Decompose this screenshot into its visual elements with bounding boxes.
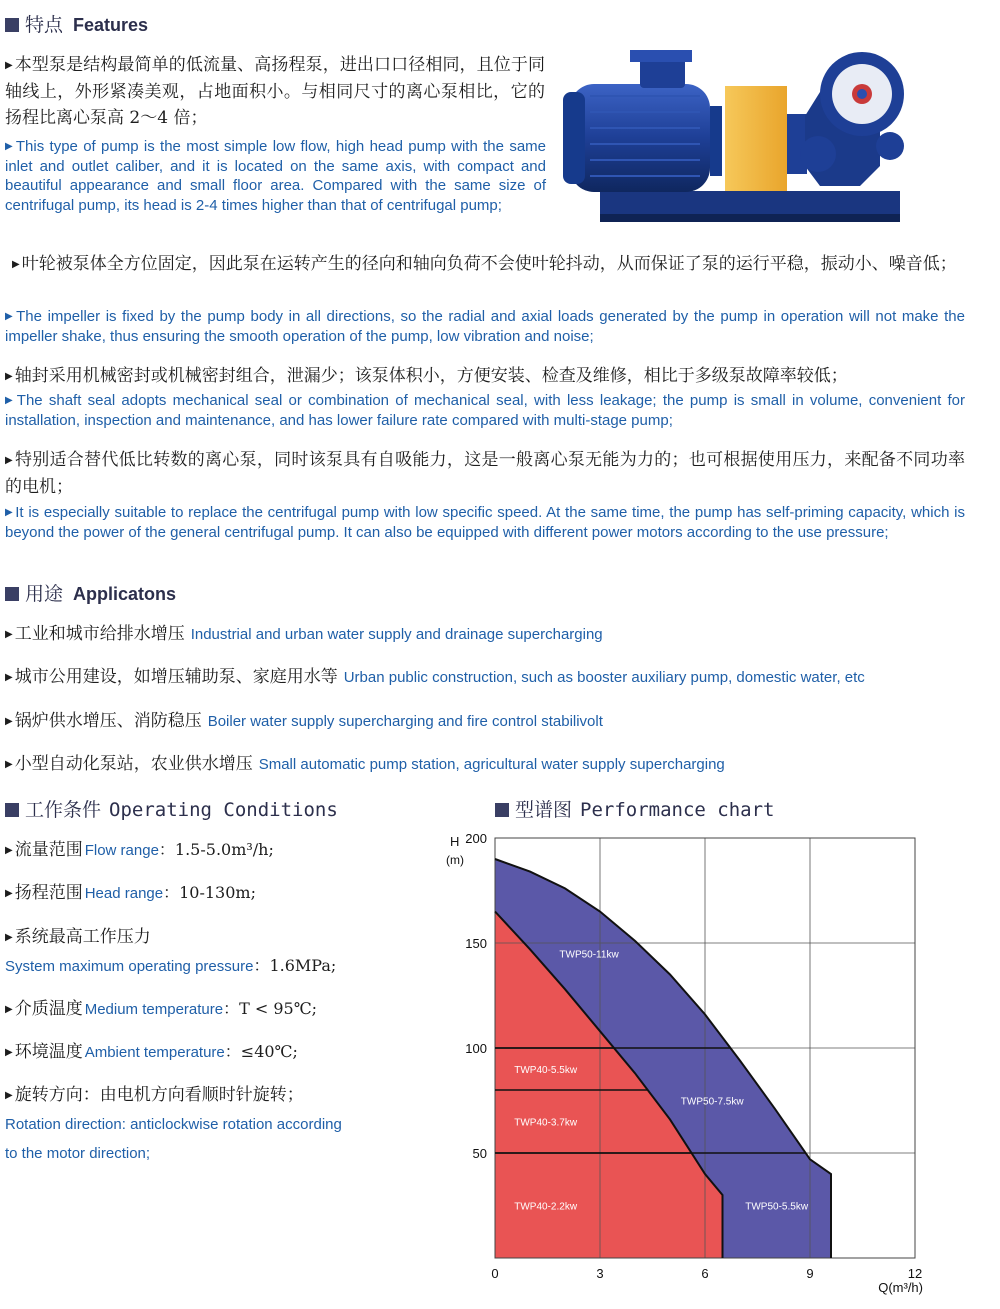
features-heading-en: Features <box>73 15 149 35</box>
condition-medium: ▶ 介质温度 Medium temperature：T < 95℃; <box>5 999 318 1019</box>
condition-head: ▶ 扬程范围 Head range：10-130m; <box>5 883 256 903</box>
performance-chart <box>440 828 1000 1309</box>
performance-heading: 型谱图 Performance chart <box>495 795 774 822</box>
heading-square-icon <box>495 803 509 817</box>
bullet-arrow-icon: ▶ <box>5 371 13 382</box>
feature-1-zh: ▶ 本型泵是结构最简单的低流量、高扬程泵，进出口口径相同，且位于同轴线上，外形紧凑美观，占地面积小。与相同尺寸的离心泵相比，它的扬程比离心泵高 2～4 倍； <box>5 55 545 128</box>
segment-label: TWP50-5.5kw <box>745 1201 809 1213</box>
features-heading-zh: 特点 <box>25 15 64 36</box>
feature-3-en: ▶ The shaft seal adopts mechanical seal or combination of mechanical seal, with less leakage; the pump is small in volume, convenient for installation, inspection and maintenance, and has lower failure rate compared with multi-stage pump; <box>5 392 965 429</box>
feature-2-en: ▶ The impeller is fixed by the pump body in all directions, so the radial and axial loads generated by the pump in operation will not make the impeller shake, thus ensuring the smooth operation of the pump, low vibration and noise; <box>5 308 965 345</box>
application-item-1: ▶ 工业和城市给排水增压 Industrial and urban water supply and drainage supercharging <box>5 624 603 644</box>
heading-square-icon <box>5 587 19 601</box>
bullet-arrow-icon: ▶ <box>5 507 14 518</box>
x-tick-label: 9 <box>806 1266 814 1281</box>
feature-4-zh: ▶ 特别适合替代低比转数的离心泵，同时该泵具有自吸能力，这是一般离心泵无能为力的；也可根据使用压力，来配备不同功率的电机； <box>5 450 965 497</box>
condition-rotation-zh: ▶ 旋转方向：由电机方向看顺时针旋转； <box>5 1085 304 1105</box>
y-tick-label: 100 <box>465 1041 487 1056</box>
application-item-2: ▶ 城市公用建设，如增压辅助泵、家庭用水等 Urban public construction, such as booster auxiliary pump, domestic water, etc <box>5 667 865 687</box>
x-tick-label: 0 <box>491 1266 499 1281</box>
feature-2-zh: ▶ 叶轮被泵体全方位固定，因此泵在运转产生的径向和轴向负荷不会使叶轮抖动，从而保证了泵的运行平稳，振动小、噪音低； <box>12 254 957 274</box>
segment-label: TWP40-3.7kw <box>514 1117 578 1129</box>
condition-pressure-zh: ▶ 系统最高工作压力 <box>5 927 151 947</box>
y-axis-label: H <box>450 834 460 849</box>
pump-product-image <box>560 36 910 224</box>
condition-pressure-en: System maximum operating pressure：1.6MPa; <box>5 956 337 975</box>
bullet-arrow-icon: ▶ <box>5 141 14 152</box>
segment-label: TWP40-2.2kw <box>514 1201 578 1213</box>
bullet-arrow-icon: ▶ <box>5 311 15 322</box>
bullet-arrow-icon: ▶ <box>5 60 13 71</box>
bullet-arrow-icon: ▶ <box>12 259 20 270</box>
conditions-heading: 工作条件 Operating Conditions <box>5 795 338 822</box>
condition-ambient: ▶ 环境温度 Ambient temperature：≤40℃; <box>5 1042 298 1062</box>
feature-3-zh: ▶ 轴封采用机械密封或机械密封组合，泄漏少；该泵体积小，方便安装、检查及维修，相比于多级泵故障率较低； <box>5 366 848 386</box>
y-tick-label: 200 <box>465 831 487 846</box>
applications-heading: 用途 Applicatons <box>5 579 176 606</box>
features-heading <box>5 10 148 37</box>
x-tick-label: 12 <box>907 1266 923 1281</box>
segment-label: TWP50-7.5kw <box>680 1096 744 1108</box>
x-axis-label: Q(m³/h) <box>878 1280 923 1295</box>
segment-label: TWP50-11kw <box>559 949 619 961</box>
y-axis-unit: (m) <box>446 853 464 867</box>
condition-flow: ▶ 流量范围 Flow range：1.5-5.0m³/h; <box>5 840 274 860</box>
x-tick-label: 6 <box>701 1266 709 1281</box>
application-item-4: ▶ 小型自动化泵站，农业供水增压 Small automatic pump station, agricultural water supply supercharging <box>5 754 725 774</box>
bullet-arrow-icon: ▶ <box>5 455 13 466</box>
application-item-3: ▶ 锅炉供水增压、消防稳压 Boiler water supply supercharging and fire control stabilivolt <box>5 711 603 731</box>
y-tick-label: 150 <box>465 936 487 951</box>
heading-square-icon <box>5 18 19 32</box>
condition-rotation-en-2: to the motor direction; <box>5 1145 151 1162</box>
heading-square-icon <box>5 803 19 817</box>
segment-label: TWP40-5.5kw <box>514 1065 578 1076</box>
feature-1-en: ▶ This type of pump is the most simple low flow, high head pump with the same inlet and outlet caliber, and it is located on the same axis, with compact and beautiful appearance and small floor area. Compared with the same size of centrifugal pump, its head is 2-4 times higher than that of centrifugal pump; <box>5 138 546 214</box>
bullet-arrow-icon: ▶ <box>5 395 15 406</box>
y-tick-label: 50 <box>472 1146 487 1161</box>
x-tick-label: 3 <box>596 1266 604 1281</box>
feature-4-en: ▶ It is especially suitable to replace the centrifugal pump with low specific speed. At the same time, the pump has self-priming capacity, which is beyond the power of the general centrifugal pump. It can also be equipped with different power motors according to the use pressure; <box>5 504 965 541</box>
condition-rotation-en-1: Rotation direction: anticlockwise rotation according <box>5 1116 342 1133</box>
